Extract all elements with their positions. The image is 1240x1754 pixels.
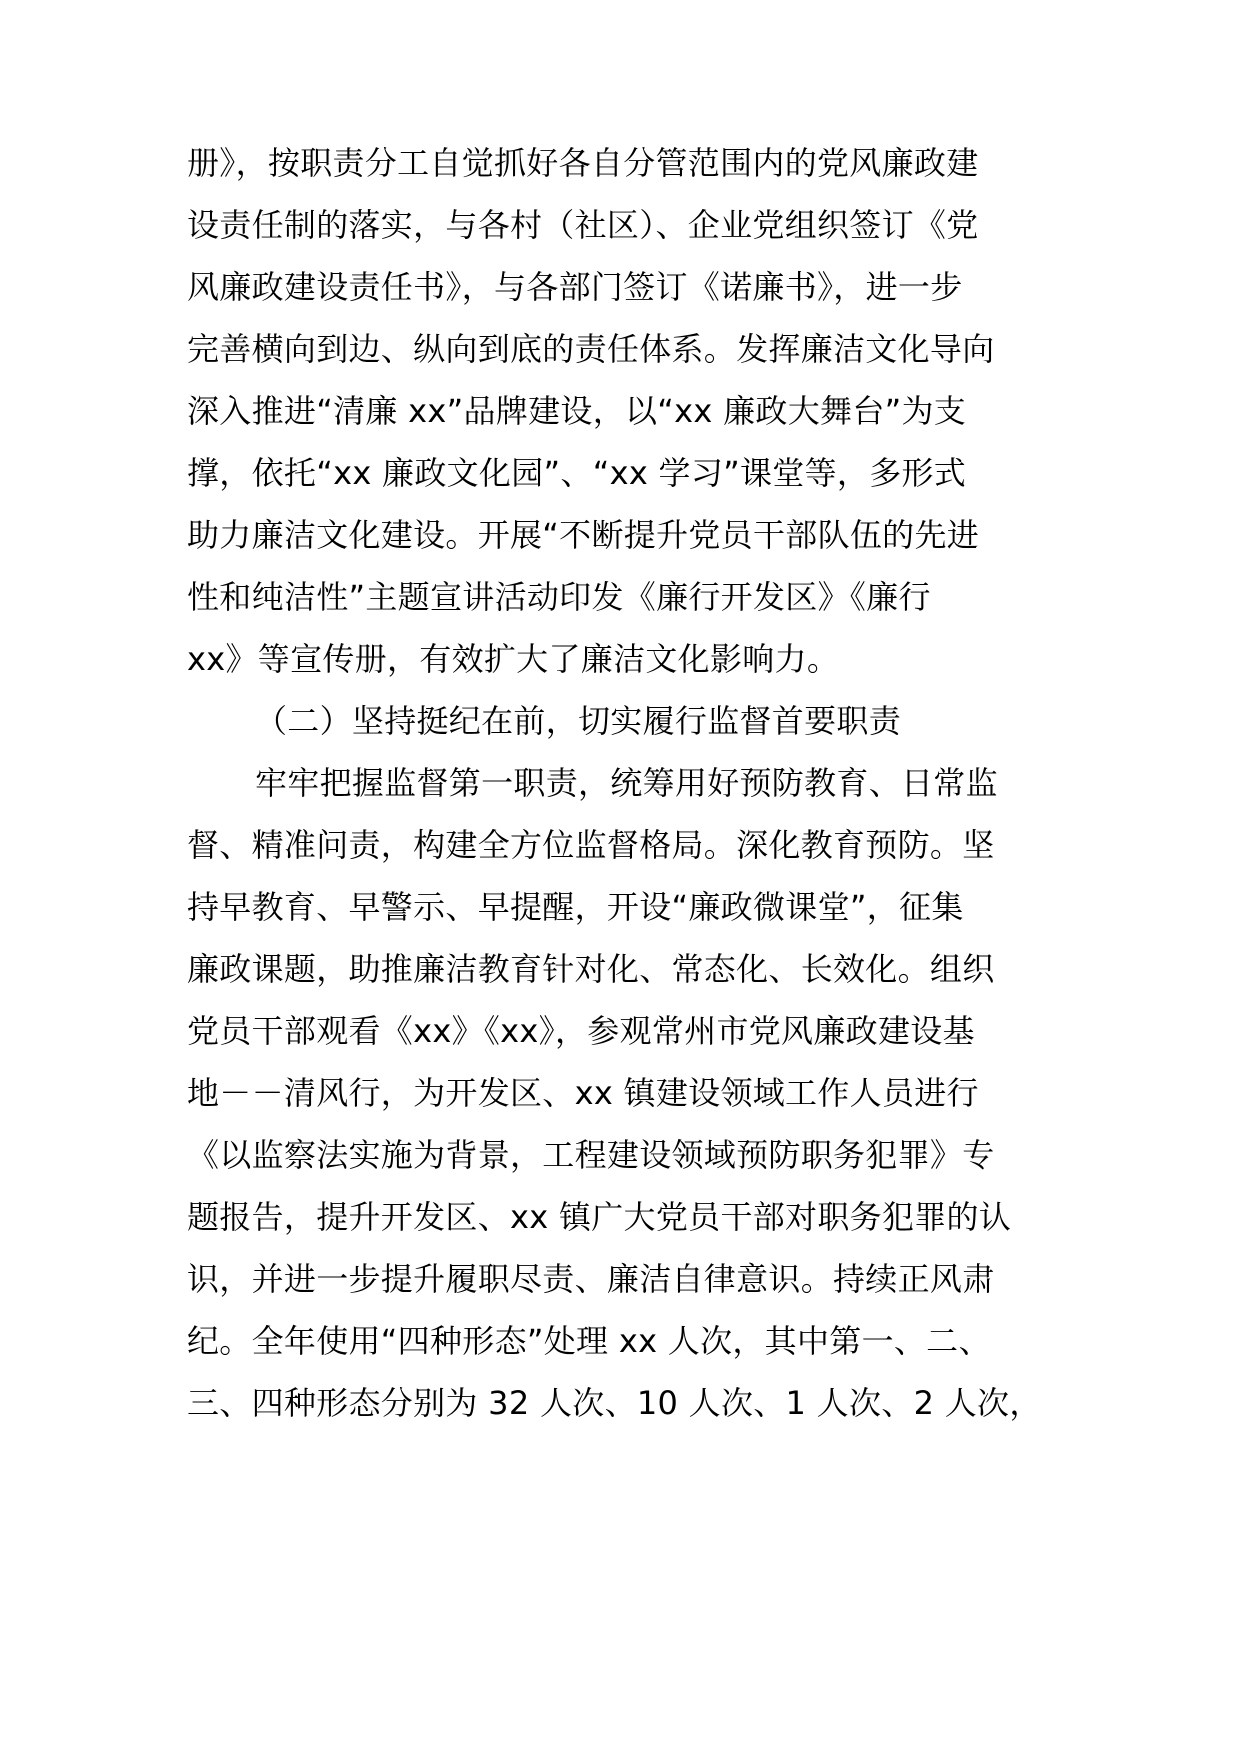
text-line: 撑，依托“xx 廉政文化园”、“xx 学习”课堂等，多形式	[187, 454, 967, 492]
text-line: 识，并进一步提升履职尽责、廉洁自律意识。持续正风肃	[187, 1260, 995, 1298]
section-heading: （二）坚持挺纪在前，切实履行监督首要职责	[255, 702, 902, 740]
text-line: 册》，按职责分工自觉抓好各自分管范围内的党风廉政建	[187, 144, 979, 182]
text-line: 牢牢把握监督第一职责，统筹用好预防教育、日常监	[255, 764, 998, 802]
text-line: 持早教育、早警示、早提醒，开设“廉政微课堂”，征集	[187, 888, 964, 926]
text-line: 题报告，提升开发区、xx 镇广大党员干部对职务犯罪的认	[187, 1198, 1012, 1236]
text-line: 督、精准问责，构建全方位监督格局。深化教育预防。坚	[187, 826, 995, 864]
text-line: 三、四种形态分别为 32 人次、10 人次、1 人次、2 人次，	[187, 1384, 1042, 1422]
text-line: 廉政课题，助推廉洁教育针对化、常态化、长效化。组织	[187, 950, 995, 988]
text-line: 《以监察法实施为背景，工程建设领域预防职务犯罪》专	[187, 1136, 995, 1174]
text-line: 党员干部观看《xx》《xx》，参观常州市党风廉政建设基	[187, 1012, 975, 1050]
text-line: 性和纯洁性”主题宣讲活动印发《廉行开发区》《廉行	[187, 578, 931, 616]
text-line: 助力廉洁文化建设。开展“不断提升党员干部队伍的先进	[187, 516, 980, 554]
text-line: 纪。全年使用“四种形态”处理 xx 人次，其中第一、二、	[187, 1322, 991, 1360]
text-line: xx》等宣传册，有效扩大了廉洁文化影响力。	[187, 640, 840, 678]
text-line: 地－－清风行，为开发区、xx 镇建设领域工作人员进行	[187, 1074, 979, 1112]
text-line: 风廉政建设责任书》，与各部门签订《诺廉书》，进一步	[187, 268, 963, 306]
text-line: 完善横向到边、纵向到底的责任体系。发挥廉洁文化导向	[187, 330, 995, 368]
text-line: 深入推进“清廉 xx”品牌建设，以“xx 廉政大舞台”为支	[187, 392, 967, 430]
text-line: 设责任制的落实，与各村（社区）、企业党组织签订《党	[187, 206, 979, 244]
